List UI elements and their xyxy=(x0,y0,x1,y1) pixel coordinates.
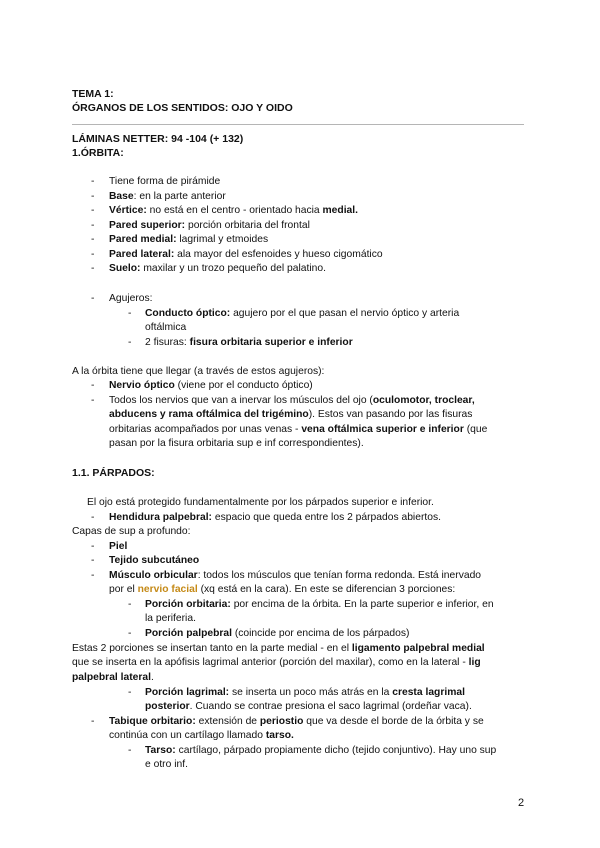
list-item: Conducto óptico: agujero por el que pasan el nervio óptico y arteria xyxy=(145,308,460,319)
list-item-continuation: e otro inf. xyxy=(145,759,188,770)
list-item-continuation: abducens y rama oftálmica del trigémino). Estos van pasando por las fisuras xyxy=(109,409,473,420)
list-item: Vértice: no está en el centro - orientado hacia medial. xyxy=(109,205,358,216)
list-item: Suelo: maxilar y un trozo pequeño del palatino. xyxy=(109,263,326,274)
list-item: Agujeros: xyxy=(109,293,153,304)
paragraph: A la órbita tiene que llegar (a través de estos agujeros): xyxy=(72,366,325,377)
nervio-facial-highlight: nervio facial xyxy=(137,584,198,595)
list-item: Porción palpebral (coincide por encima de los párpados) xyxy=(145,628,410,639)
orbita-heading: 1.ÓRBITA: xyxy=(72,147,124,159)
paragraph-continuation: palpebral lateral. xyxy=(72,672,154,683)
title-line-1: TEMA 1: xyxy=(72,88,114,100)
bullet-dash: - xyxy=(128,628,132,639)
list-item-continuation: continúa con un cartílago llamado tarso. xyxy=(109,730,294,741)
divider xyxy=(72,124,524,125)
bullet-dash: - xyxy=(91,380,95,391)
title-line-2: ÓRGANOS DE LOS SENTIDOS: OJO Y OIDO xyxy=(72,102,293,114)
list-item-continuation: oftálmica xyxy=(145,322,187,333)
bullet-dash: - xyxy=(128,337,132,348)
bullet-dash: - xyxy=(91,555,95,566)
bullet-dash: - xyxy=(128,687,132,698)
paragraph-continuation: que se inserta en la apófisis lagrimal anterior (porción del maxilar), como en la lateral - lig xyxy=(72,657,481,668)
list-item: Tiene forma de pirámide xyxy=(109,176,221,187)
list-item: Tarso: cartílago, párpado propiamente dicho (tejido conjuntivo). Hay uno sup xyxy=(145,745,497,756)
list-item: Pared medial: lagrimal y etmoides xyxy=(109,234,269,245)
list-item: Porción orbitaria: por encima de la órbita. En la parte superior e inferior, en xyxy=(145,599,494,610)
list-item: Piel xyxy=(109,541,128,552)
bullet-dash: - xyxy=(91,541,95,552)
bullet-dash: - xyxy=(91,293,95,304)
paragraph: Estas 2 porciones se insertan tanto en la parte medial - en el ligamento palpebral medial xyxy=(72,643,485,654)
list-item: Porción lagrimal: se inserta un poco más atrás en la cresta lagrimal xyxy=(145,687,465,698)
list-item: Pared superior: porción orbitaria del frontal xyxy=(109,220,310,231)
bullet-dash: - xyxy=(91,220,95,231)
bullet-dash: - xyxy=(91,716,95,727)
list-item: Todos los nervios que van a inervar los músculos del ojo (oculomotor, troclear, xyxy=(109,395,475,406)
bullet-dash: - xyxy=(91,205,95,216)
bullet-dash: - xyxy=(128,745,132,756)
bullet-dash: - xyxy=(91,234,95,245)
list-item: Tejido subcutáneo xyxy=(109,555,200,566)
bullet-dash: - xyxy=(91,191,95,202)
list-item-continuation: pasan por la fisura orbitaria sup e inf correspondientes). xyxy=(109,438,364,449)
parpados-heading: 1.1. PÁRPADOS: xyxy=(72,467,155,479)
bullet-dash: - xyxy=(91,395,95,406)
list-item: 2 fisuras: fisura orbitaria superior e inferior xyxy=(145,337,353,348)
bullet-dash: - xyxy=(91,176,95,187)
list-item: Pared lateral: ala mayor del esfenoides y hueso cigomático xyxy=(109,249,383,260)
bullet-dash: - xyxy=(91,512,95,523)
list-item: Músculo orbicular: todos los músculos que tenían forma redonda. Está inervado xyxy=(109,570,482,581)
bullet-dash: - xyxy=(128,308,132,319)
page-number: 2 xyxy=(518,797,525,809)
list-item-continuation: orbitarias acompañados por unas venas - vena oftálmica superior e inferior (que xyxy=(109,424,488,435)
list-item-continuation: posterior. Cuando se contrae presiona el saco lagrimal (ordeñar vaca). xyxy=(145,701,472,712)
paragraph: Capas de sup a profundo: xyxy=(72,526,191,537)
laminas-heading: LÁMINAS NETTER: 94 -104 (+ 132) xyxy=(72,133,244,145)
list-item: Base: en la parte anterior xyxy=(109,191,226,202)
bullet-dash: - xyxy=(128,599,132,610)
bullet-dash: - xyxy=(91,249,95,260)
bullet-dash: - xyxy=(91,570,95,581)
list-item: Hendidura palpebral: espacio que queda entre los 2 párpados abiertos. xyxy=(109,512,441,523)
bullet-dash: - xyxy=(91,263,95,274)
list-item-continuation: la periferia. xyxy=(145,613,196,624)
list-item: Tabique orbitario: extensión de periostio que va desde el borde de la órbita y se xyxy=(109,716,484,727)
list-item: Nervio óptico (viene por el conducto óptico) xyxy=(109,380,313,391)
list-item-continuation: por el nervio facial (xq está en la cara). En este se diferencian 3 porciones: xyxy=(109,584,456,595)
paragraph: El ojo está protegido fundamentalmente por los párpados superior e inferior. xyxy=(87,497,434,508)
